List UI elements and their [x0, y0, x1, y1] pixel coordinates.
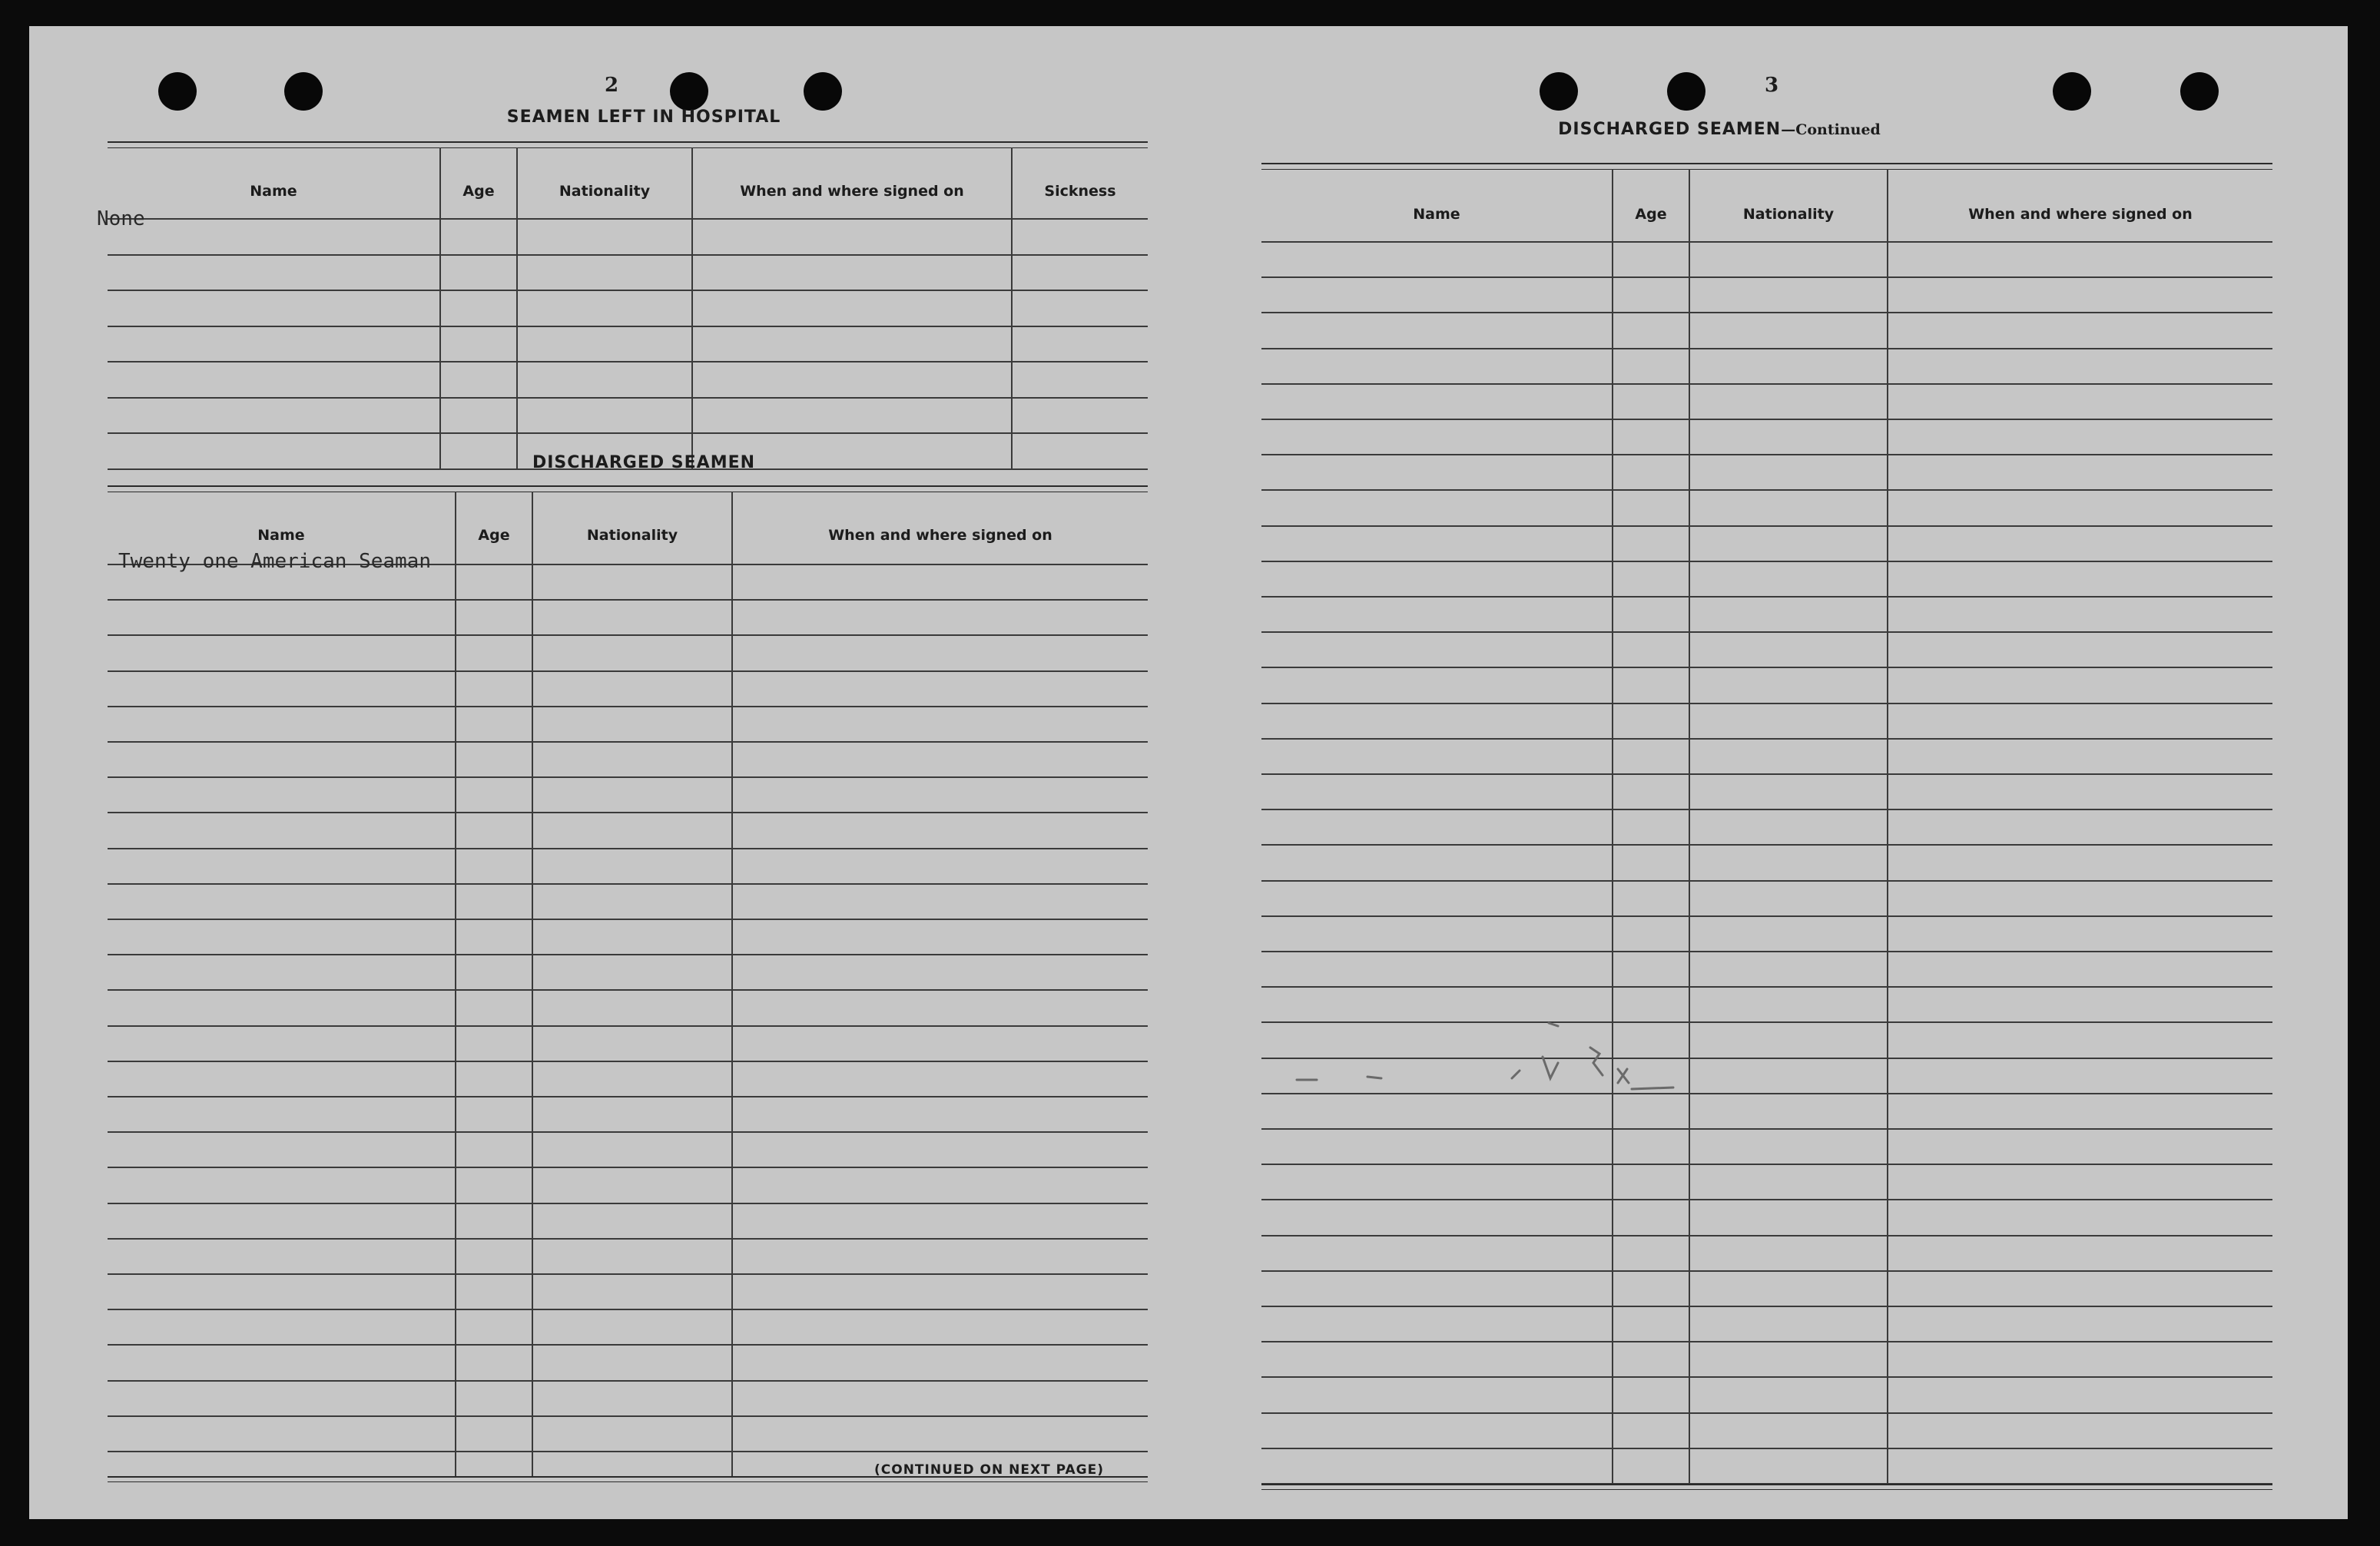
form-row-line — [108, 1380, 1148, 1382]
form-row-line — [1261, 951, 2272, 952]
form-row-line — [108, 1061, 1148, 1062]
punch-hole — [804, 72, 842, 111]
form-column-line — [1011, 147, 1013, 470]
form-row-line — [1261, 241, 2272, 243]
header-age: Age — [1635, 206, 1667, 223]
form-column-line — [439, 147, 441, 470]
form-row-line — [108, 1025, 1148, 1027]
form-row-line — [108, 1203, 1148, 1204]
discharged-row-name: Twenty one American Seaman — [118, 550, 431, 573]
header-age: Age — [478, 527, 510, 544]
form-row-line — [1261, 383, 2272, 385]
hospital-row-name: None — [97, 207, 145, 230]
punch-hole — [670, 72, 708, 111]
form-row-line — [108, 397, 1148, 399]
form-row-line — [108, 1451, 1148, 1452]
form-row-line — [108, 1415, 1148, 1417]
header-name: Name — [1413, 206, 1460, 223]
continued-note: (CONTINUED ON NEXT PAGE) — [874, 1462, 1104, 1478]
form-row-line — [108, 1309, 1148, 1310]
form-row-line — [108, 954, 1148, 955]
form-row-line — [1261, 1341, 2272, 1342]
form-column-line — [455, 492, 456, 1476]
form-row-line — [1261, 489, 2272, 491]
form-row-line — [1261, 1448, 2272, 1449]
form-row-line — [1261, 1235, 2272, 1236]
pencil-marks — [1289, 1009, 1689, 1109]
form-row-line — [108, 741, 1148, 743]
form-column-line — [1887, 169, 1888, 1484]
form-column-line — [1612, 169, 1613, 1484]
form-column-line — [731, 492, 733, 1476]
form-row-line — [108, 919, 1148, 920]
form-row-line — [1261, 596, 2272, 598]
header-name: Name — [250, 183, 297, 200]
form-row-line — [1261, 1199, 2272, 1200]
form-row-line — [108, 218, 1148, 220]
form-row-line — [108, 848, 1148, 849]
form-row-line — [1261, 1376, 2272, 1378]
page-number-right: 3 — [1764, 74, 1779, 97]
form-row-line — [108, 1273, 1148, 1275]
title-suffix: —Continued — [1781, 121, 1881, 138]
form-row-line — [1261, 703, 2272, 704]
form-row-line — [1261, 773, 2272, 775]
form-bottom-rule — [1261, 1484, 2272, 1485]
form-row-line — [1261, 986, 2272, 988]
form-row-line — [1261, 1270, 2272, 1272]
hospital-table — [108, 141, 1148, 470]
form-row-line — [1261, 915, 2272, 917]
page-number-left: 2 — [604, 74, 619, 97]
header-sickness: Sickness — [1044, 183, 1116, 200]
punch-hole — [1667, 72, 1705, 111]
form-row-line — [108, 706, 1148, 707]
form-row-line — [108, 1131, 1148, 1133]
form-row-line — [108, 776, 1148, 778]
form-row-line — [1261, 348, 2272, 349]
punch-hole — [2180, 72, 2219, 111]
form-column-line — [516, 147, 518, 470]
header-nationality: Nationality — [559, 183, 651, 200]
header-age: Age — [462, 183, 495, 200]
form-column-line — [1689, 169, 1690, 1484]
header-signed-on: When and where signed on — [1968, 206, 2193, 223]
form-row-line — [1261, 667, 2272, 668]
form-column-line — [532, 492, 533, 1476]
punch-hole — [1540, 72, 1578, 111]
form-row-line — [108, 634, 1148, 636]
form-sheet — [29, 26, 2348, 1519]
hospital-section-title: SEAMEN LEFT IN HOSPITAL — [506, 108, 781, 127]
form-bottom-rule — [1261, 1489, 2272, 1490]
form-row-line — [108, 599, 1148, 601]
punch-hole — [158, 72, 197, 111]
discharged-table — [108, 485, 1148, 1476]
title-text: DISCHARGED SEAMEN — [1558, 120, 1782, 139]
form-row-line — [108, 432, 1148, 434]
form-row-line — [1261, 844, 2272, 846]
discharged-continued-title — [1489, 120, 1950, 139]
discharged-section-title: DISCHARGED SEAMEN — [532, 453, 756, 472]
form-row-line — [1261, 312, 2272, 313]
form-row-line — [108, 254, 1148, 256]
form-row-line — [108, 1238, 1148, 1240]
form-row-line — [1261, 454, 2272, 455]
form-row-line — [108, 290, 1148, 291]
form-row-line — [1261, 1164, 2272, 1165]
punch-hole — [284, 72, 323, 111]
header-nationality: Nationality — [1742, 206, 1835, 223]
discharged-continued-table — [1261, 163, 2272, 1484]
form-row-line — [108, 1167, 1148, 1168]
form-row-line — [1261, 880, 2272, 882]
form-row-line — [1261, 419, 2272, 420]
header-signed-on: When and where signed on — [740, 183, 964, 200]
form-row-line — [108, 326, 1148, 327]
form-row-line — [1261, 1128, 2272, 1130]
header-signed-on: When and where signed on — [828, 527, 1052, 544]
form-row-line — [108, 883, 1148, 885]
header-nationality: Nationality — [586, 527, 678, 544]
form-row-line — [108, 670, 1148, 672]
form-row-line — [1261, 809, 2272, 810]
form-bottom-rule — [108, 1481, 1148, 1482]
form-row-line — [108, 1344, 1148, 1346]
form-column-line — [691, 147, 693, 470]
form-row-line — [1261, 631, 2272, 633]
form-row-line — [108, 812, 1148, 813]
form-row-line — [1261, 1306, 2272, 1307]
form-row-line — [1261, 561, 2272, 562]
form-row-line — [1261, 738, 2272, 740]
form-row-line — [1261, 525, 2272, 527]
form-row-line — [108, 361, 1148, 362]
form-row-line — [108, 1096, 1148, 1097]
form-row-line — [108, 989, 1148, 991]
form-row-line — [1261, 1412, 2272, 1414]
form-row-line — [1261, 276, 2272, 278]
punch-hole — [2053, 72, 2091, 111]
header-name: Name — [257, 527, 305, 544]
